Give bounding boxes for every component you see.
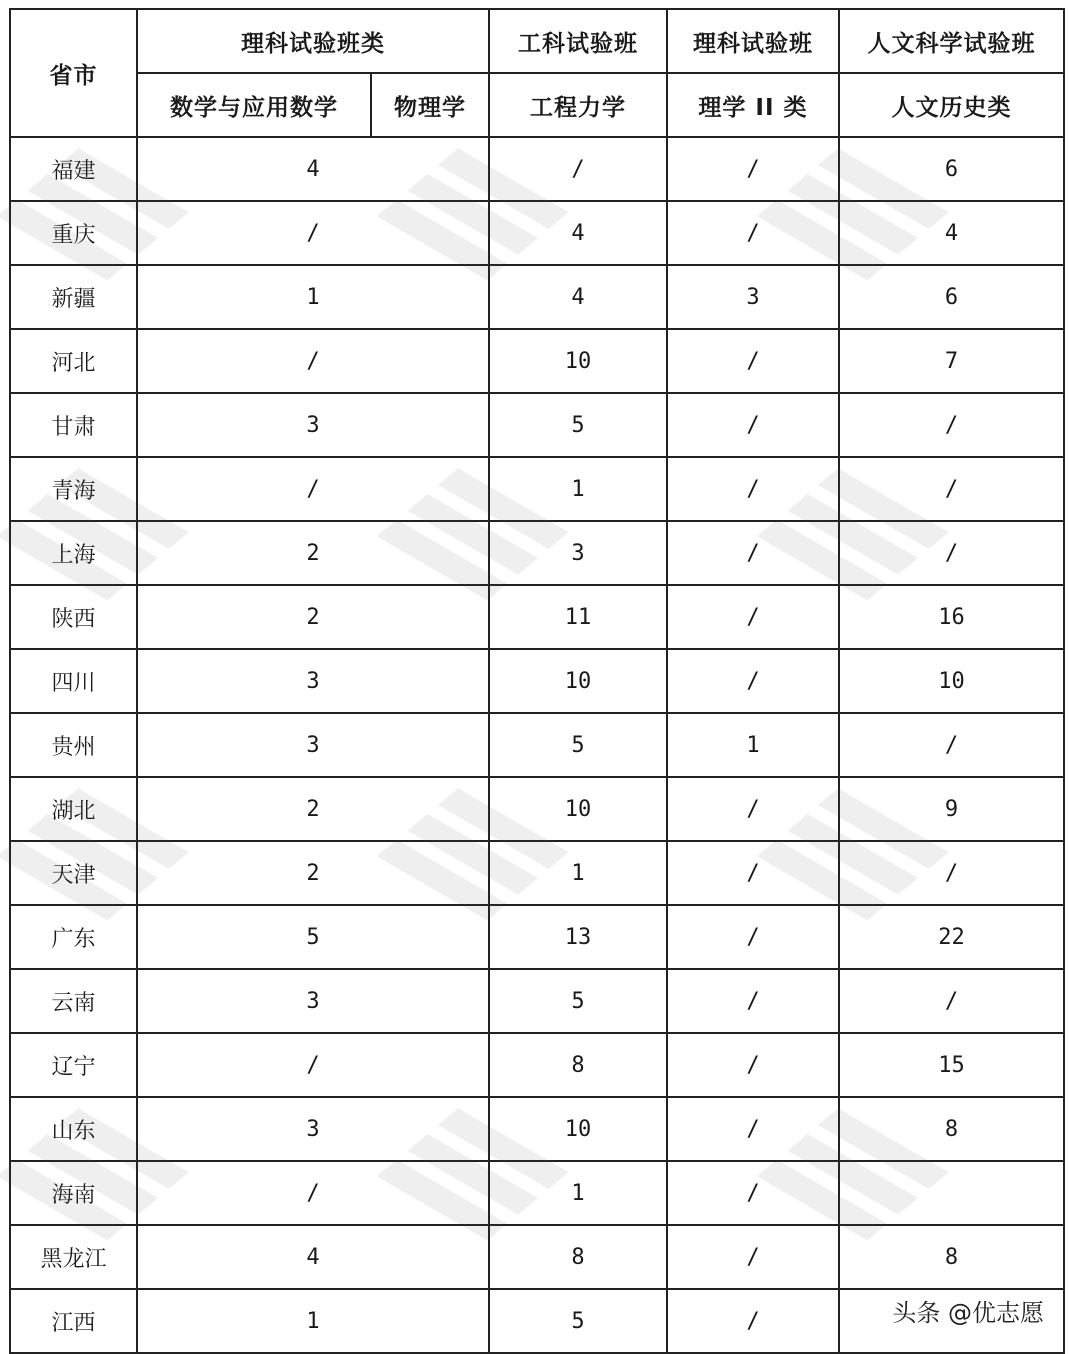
humanities-quota-cell: 7 [839, 329, 1064, 393]
science2-quota-cell: / [667, 1033, 839, 1097]
engineering-quota-cell: 10 [489, 1097, 667, 1161]
science2-quota-cell: / [667, 1161, 839, 1225]
science2-quota-cell: 3 [667, 265, 839, 329]
science2-quota-cell: / [667, 393, 839, 457]
engineering-quota-cell: 13 [489, 905, 667, 969]
humanities-quota-cell: 10 [839, 649, 1064, 713]
science-quota-cell: 3 [137, 649, 489, 713]
engineering-quota-cell: 5 [489, 1289, 667, 1353]
science-quota-cell: 2 [137, 585, 489, 649]
province-header: 省市 [10, 9, 137, 137]
science-quota-cell: 4 [137, 137, 489, 201]
science2-quota-cell: / [667, 137, 839, 201]
province-cell: 江西 [10, 1289, 137, 1353]
major-header-mechanics: 工程力学 [489, 73, 667, 137]
science-quota-cell: / [137, 1033, 489, 1097]
province-cell: 陕西 [10, 585, 137, 649]
humanities-quota-cell: 9 [839, 777, 1064, 841]
table-row [10, 137, 1064, 201]
science2-quota-cell: / [667, 905, 839, 969]
humanities-quota-cell: / [839, 393, 1064, 457]
header-row-groups [10, 9, 1064, 73]
province-cell: 贵州 [10, 713, 137, 777]
enrollment-quota-table [9, 8, 1065, 1354]
table-row [10, 585, 1064, 649]
table-row [10, 1225, 1064, 1289]
engineering-quota-cell: 10 [489, 649, 667, 713]
province-cell: 辽宁 [10, 1033, 137, 1097]
science-quota-cell: 2 [137, 777, 489, 841]
science2-quota-cell: / [667, 201, 839, 265]
science2-quota-cell: / [667, 1289, 839, 1353]
table-row [10, 1033, 1064, 1097]
humanities-quota-cell [839, 1161, 1064, 1225]
engineering-quota-cell: / [489, 137, 667, 201]
humanities-quota-cell: / [839, 521, 1064, 585]
science-quota-cell: / [137, 1161, 489, 1225]
province-cell: 青海 [10, 457, 137, 521]
humanities-quota-cell: 8 [839, 1097, 1064, 1161]
table-row [10, 1161, 1064, 1225]
table-row [10, 905, 1064, 969]
humanities-quota-cell: 4 [839, 201, 1064, 265]
engineering-quota-cell: 8 [489, 1033, 667, 1097]
humanities-quota-cell: / [839, 457, 1064, 521]
science-quota-cell: / [137, 329, 489, 393]
engineering-quota-cell: 10 [489, 777, 667, 841]
science2-quota-cell: / [667, 521, 839, 585]
engineering-quota-cell: 5 [489, 713, 667, 777]
science2-quota-cell: / [667, 1225, 839, 1289]
humanities-quota-cell: / [839, 713, 1064, 777]
province-cell: 四川 [10, 649, 137, 713]
province-cell: 新疆 [10, 265, 137, 329]
table-row [10, 713, 1064, 777]
province-cell: 湖北 [10, 777, 137, 841]
science-quota-cell: 3 [137, 969, 489, 1033]
engineering-quota-cell: 5 [489, 969, 667, 1033]
province-cell: 广东 [10, 905, 137, 969]
science-quota-cell: / [137, 457, 489, 521]
science-quota-cell: 2 [137, 521, 489, 585]
humanities-quota-cell: 16 [839, 585, 1064, 649]
source-credit: 头条 @优志愿 [892, 1299, 1044, 1327]
province-cell: 云南 [10, 969, 137, 1033]
science2-quota-cell: / [667, 585, 839, 649]
science-quota-cell: 4 [137, 1225, 489, 1289]
science-quota-cell: 3 [137, 1097, 489, 1161]
science2-quota-cell: 1 [667, 713, 839, 777]
province-cell: 海南 [10, 1161, 137, 1225]
province-cell: 黑龙江 [10, 1225, 137, 1289]
humanities-quota-cell: / [839, 969, 1064, 1033]
science-quota-cell: 5 [137, 905, 489, 969]
province-cell: 福建 [10, 137, 137, 201]
group-header-humanities: 人文科学试验班 [839, 9, 1064, 73]
table-row [10, 1097, 1064, 1161]
province-cell: 山东 [10, 1097, 137, 1161]
humanities-quota-cell: 8 [839, 1225, 1064, 1289]
engineering-quota-cell: 4 [489, 201, 667, 265]
engineering-quota-cell: 8 [489, 1225, 667, 1289]
engineering-quota-cell: 4 [489, 265, 667, 329]
table-row [10, 329, 1064, 393]
science2-quota-cell: / [667, 841, 839, 905]
engineering-quota-cell: 1 [489, 457, 667, 521]
table-row [10, 777, 1064, 841]
province-cell: 河北 [10, 329, 137, 393]
humanities-quota-cell: / [839, 841, 1064, 905]
science2-quota-cell: / [667, 457, 839, 521]
science-quota-cell: 1 [137, 265, 489, 329]
engineering-quota-cell: 5 [489, 393, 667, 457]
engineering-quota-cell: 11 [489, 585, 667, 649]
group-header-engineering: 工科试验班 [489, 9, 667, 73]
humanities-quota-cell: 15 [839, 1033, 1064, 1097]
science-quota-cell: 1 [137, 1289, 489, 1353]
table-row [10, 201, 1064, 265]
humanities-quota-cell: 22 [839, 905, 1064, 969]
major-header-physics: 物理学 [371, 73, 489, 137]
science2-quota-cell: / [667, 1097, 839, 1161]
science2-quota-cell: / [667, 969, 839, 1033]
engineering-quota-cell: 3 [489, 521, 667, 585]
table-body [10, 137, 1064, 1353]
science2-quota-cell: / [667, 649, 839, 713]
table-row [10, 393, 1064, 457]
science2-quota-cell: / [667, 329, 839, 393]
province-cell: 上海 [10, 521, 137, 585]
province-cell: 甘肃 [10, 393, 137, 457]
major-header-history: 人文历史类 [839, 73, 1064, 137]
group-header-science: 理科试验班类 [137, 9, 489, 73]
humanities-quota-cell: 6 [839, 265, 1064, 329]
engineering-quota-cell: 1 [489, 841, 667, 905]
province-cell: 重庆 [10, 201, 137, 265]
group-header-science2: 理科试验班 [667, 9, 839, 73]
major-header-math: 数学与应用数学 [137, 73, 371, 137]
table-row [10, 649, 1064, 713]
science-quota-cell: 3 [137, 393, 489, 457]
table-row [10, 265, 1064, 329]
science-quota-cell: 3 [137, 713, 489, 777]
major-header-science2: 理学 II 类 [667, 73, 839, 137]
engineering-quota-cell: 1 [489, 1161, 667, 1225]
table-row [10, 521, 1064, 585]
table-row [10, 841, 1064, 905]
province-cell: 天津 [10, 841, 137, 905]
science2-quota-cell: / [667, 777, 839, 841]
science-quota-cell: / [137, 201, 489, 265]
science-quota-cell: 2 [137, 841, 489, 905]
table-row [10, 457, 1064, 521]
quota-table-container [9, 8, 1063, 1354]
table-row [10, 969, 1064, 1033]
humanities-quota-cell: 6 [839, 137, 1064, 201]
header-row-majors [10, 73, 1064, 137]
engineering-quota-cell: 10 [489, 329, 667, 393]
